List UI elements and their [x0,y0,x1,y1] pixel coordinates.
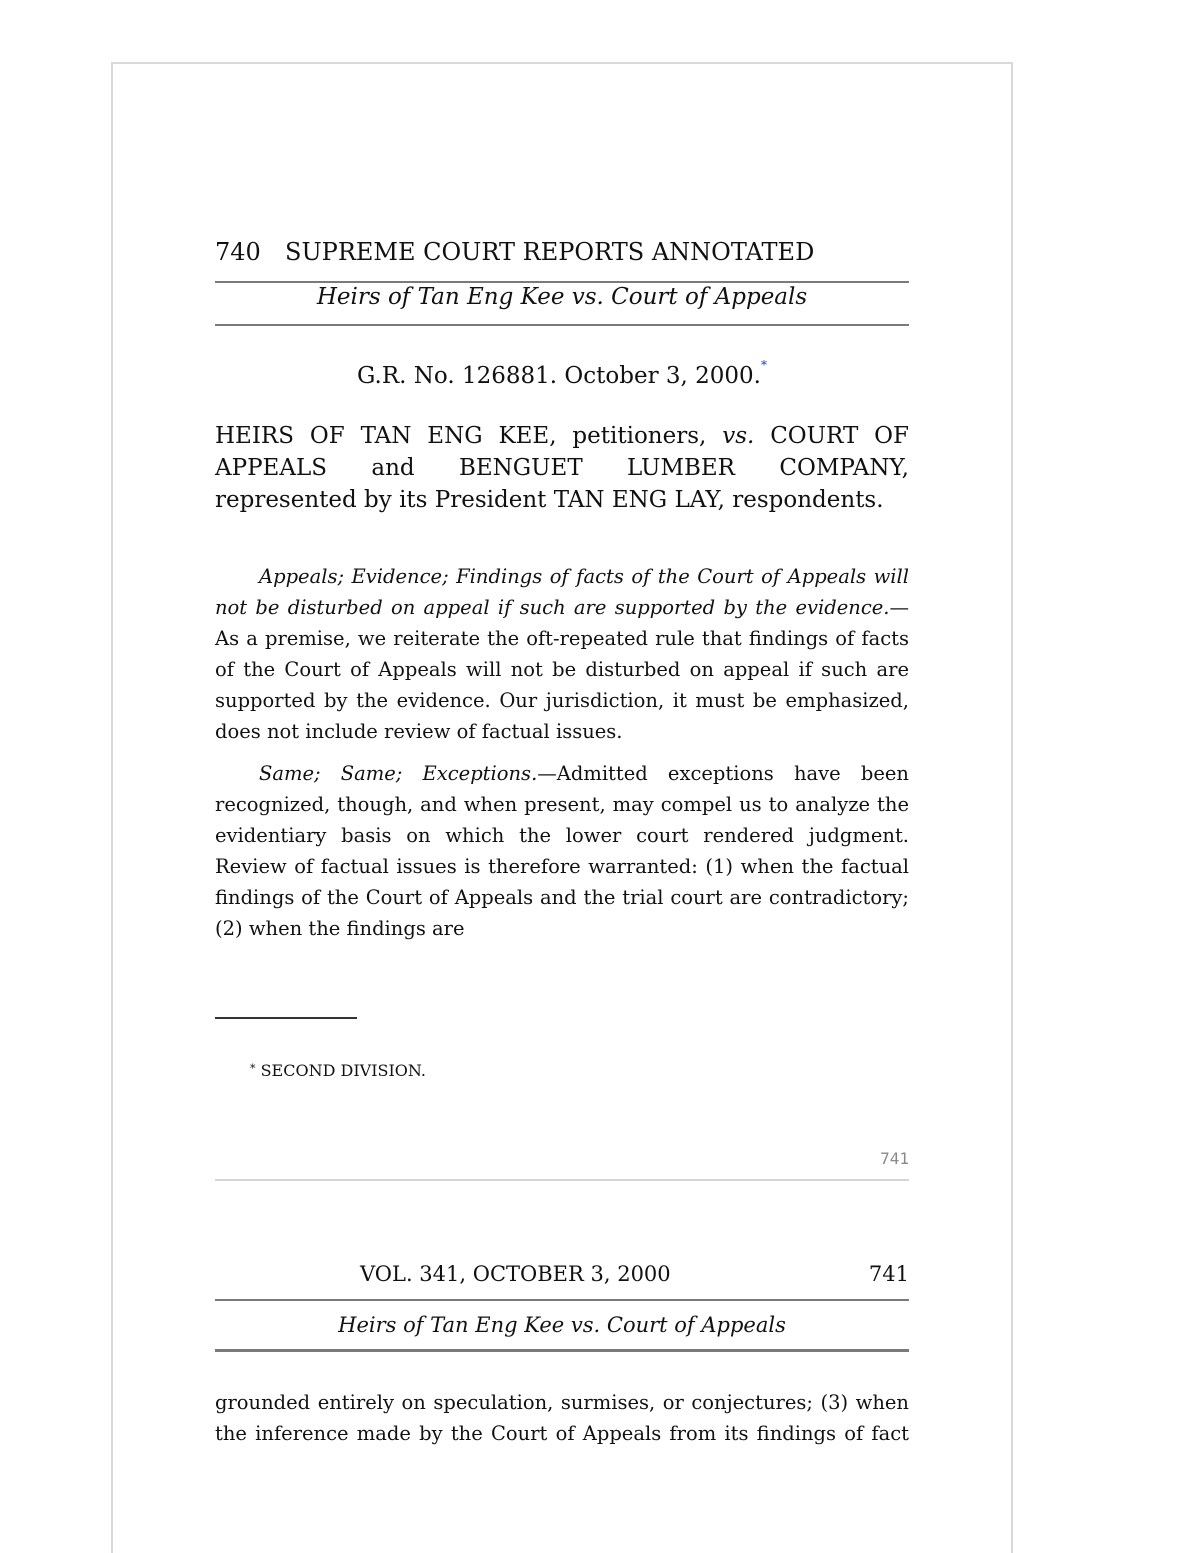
running-title: Heirs of Tan Eng Kee vs. Court of Appeals [316,284,808,310]
syllabus-paragraph [215,758,909,944]
header-rule-bottom [215,324,909,326]
parties-respondents: COURT OF APPEALS and BENGUET LUMBER COMPANY, represented by its President TAN ENG LAY, respondents. [215,423,910,513]
syllabus-paragraph [215,561,909,747]
footnote-text: SECOND DIVISION. [255,1061,426,1080]
syllabus-heading: Same; Same; Exceptions. [259,762,538,785]
footnote [250,1058,426,1082]
syllabus-heading: Appeals; Evidence; Findings of facts of the Court of Appeals will not be disturbed on appeal if such are supported by the evidence. [215,565,909,619]
case-number-text: G.R. No. 126881. October 3, 2000. [357,363,761,389]
continuation-text [215,1387,909,1449]
case-number [215,350,909,391]
page-header [215,238,909,266]
page-separator [215,1179,909,1181]
page-number: 740 [215,238,261,266]
footnote-rule [215,1017,357,1019]
syllabus [215,561,909,944]
volume-info: VOL. 341, OCTOBER 3, 2000 [360,1262,671,1286]
text-line: grounded entirely on speculation, surmises, or conjectures; (3) when [215,1391,909,1414]
publication-title: SUPREME COURT REPORTS ANNOTATED [285,238,815,266]
syllabus-text: —Admitted exceptions have been recognized, though, and when present, may compel us to analyze the evidentiary basis on which the lower court rendered judgment. Review of factual issues is therefore warranted: (1) when the factual findings of the Court of Appeals and the trial court are contradictory; (2) when the findings are [215,762,909,940]
text-line: the inference made by the Court of Appeals from its findings of fact [215,1422,909,1445]
parties-petitioners: HEIRS OF TAN ENG KEE, petitioners, [215,423,723,449]
running-title-2: Heirs of Tan Eng Kee vs. Court of Appeals [338,1313,786,1337]
header-rule-bottom-2 [215,1349,909,1352]
footnote-link[interactable]: * [760,358,767,372]
case-parties [215,420,909,516]
page-break-marker: 741 [880,1149,909,1168]
syllabus-text: —As a premise, we reiterate the oft-repeated rule that findings of facts of the Court of Appeals will not be disturbed on appeal if such are supported by the evidence. Our jurisdiction, it must be emphasized, does not include review of factual issues. [215,596,909,743]
footnote-marker: * [250,1062,256,1075]
parties-vs: vs. [722,423,755,449]
header-rule-top-2 [215,1299,909,1301]
page-number-2: 741 [868,1262,909,1286]
